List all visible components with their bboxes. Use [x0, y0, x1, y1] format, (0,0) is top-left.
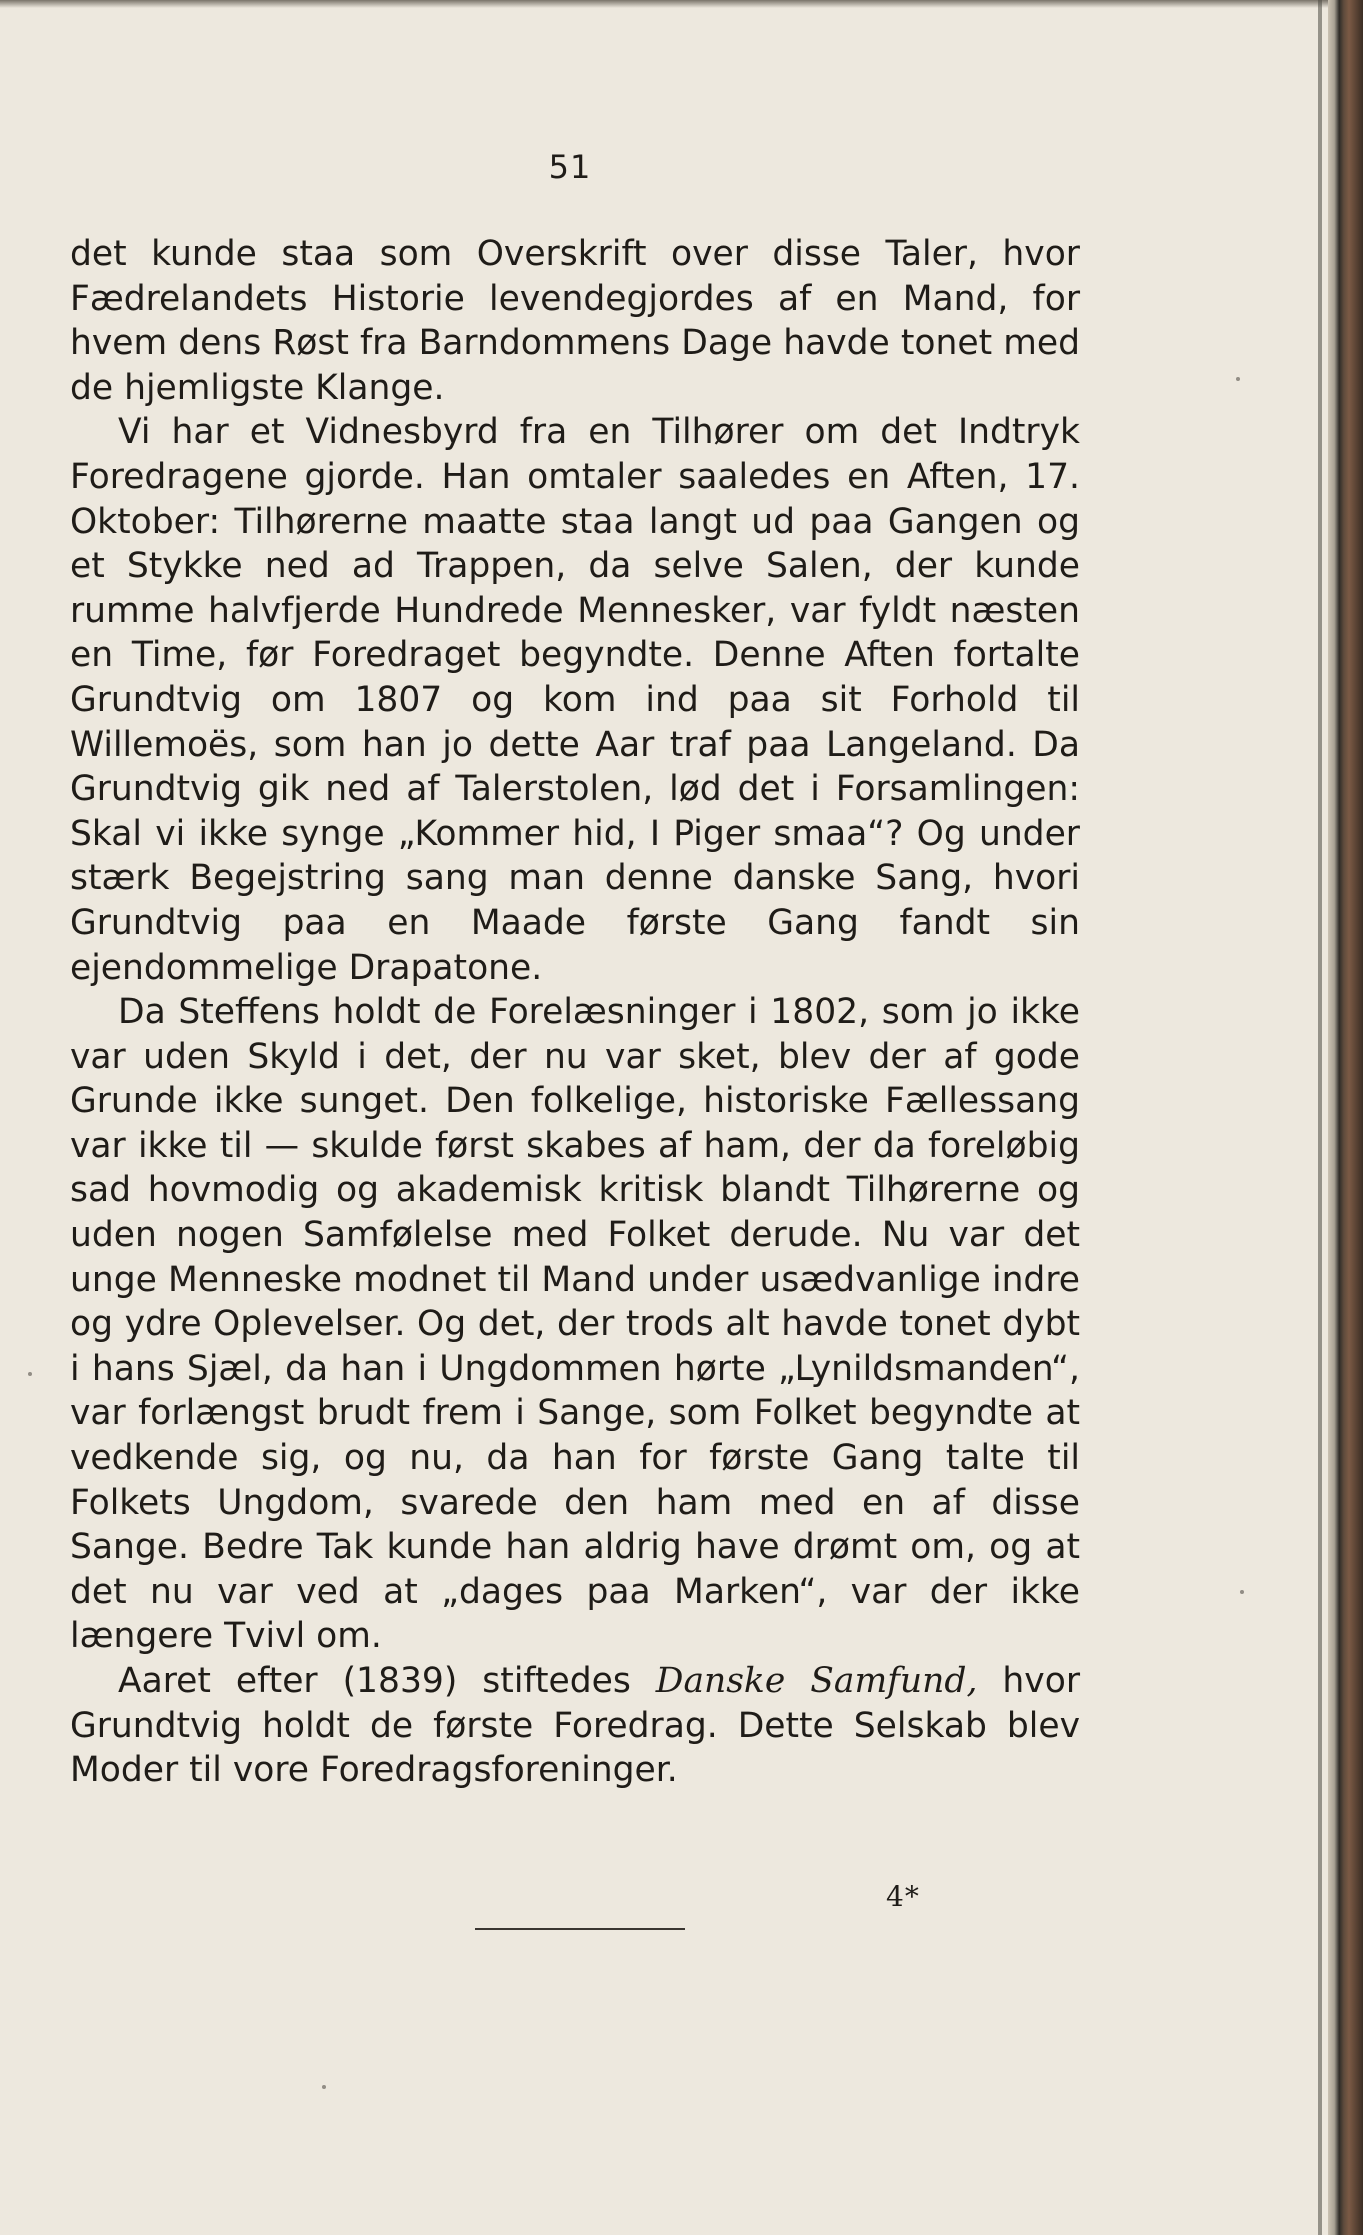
book-spine [1328, 0, 1363, 2235]
body-text [70, 232, 1080, 1793]
page-gutter-shadow [1318, 0, 1322, 2235]
page-number: 51 [548, 148, 592, 186]
paper-speck [322, 2085, 326, 2089]
page-top-edge [0, 0, 1363, 8]
footer-rule [475, 1928, 685, 1930]
paragraph-3: Da Steffens holdt de Forelæsninger i 1802, som jo ikke var uden Skyld i det, der nu var sket, blev der af gode Grunde ikke sunget. Den folkelige, historiske Fællessang var ikke til — skulde først skabes af ham, der da foreløbig sad hovmodig og akademisk kritisk blandt Tilhørerne og uden nogen Samfølelse med Folket derude. Nu var det unge Menneske modnet til Mand under usædvanlige indre og ydre Oplevelser. Og det, der trods alt havde tonet dybt i hans Sjæl, da han i Ungdommen hørte „Lynildsmanden“, var forlængst brudt frem i Sange, som Folket begyndte at vedkende sig, og nu, da han for første Gang talte til Folkets Ungdom, svarede den ham med en af disse Sange. Bedre Tak kunde han aldrig have drømt om, og at det nu var ved at „dages paa Marken“, var der ikke længere Tvivl om. [70, 992, 1080, 1657]
paragraph-1: det kunde staa som Overskrift over disse Taler, hvor Fædrelandets Historie levendegjordes af en Mand, for hvem dens Røst fra Barndommens Dage havde tonet med de hjemligste Klange. [70, 234, 1080, 408]
paper-speck [1236, 377, 1240, 381]
paragraph-2: Vi har et Vidnesbyrd fra en Tilhører om det Indtryk Foredragene gjorde. Han omtaler saaledes en Aften, 17. Oktober: Tilhørerne maatte staa langt ud paa Gangen og et Stykke ned ad Trappen, da selve Salen, der kunde rumme halvfjerde Hundrede Mennesker, var fyldt næsten en Time, før Foredraget begyndte. Denne Aften fortalte Grundtvig om 1807 og kom ind paa sit Forhold til Willemoës, som han jo dette Aar traf paa Langeland. Da Grundtvig gik ned af Talerstolen, lød det i Forsamlingen: Skal vi ikke synge „Kommer hid, I Piger smaa“? Og under stærk Begejstring sang man denne danske Sang, hvori Grundtvig paa en Maade første Gang fandt sin ejendommelige Drapatone. [70, 412, 1080, 988]
paper-speck [1240, 1590, 1244, 1594]
paragraph-4-text-after: hvor Grundtvig holdt de første Foredrag. Dette Selskab blev Moder til vore Foredragsforeninger. [70, 1661, 1081, 1791]
paragraph-4-italic-title: Danske Samfund, [655, 1661, 978, 1701]
paragraph-4 [70, 1659, 1080, 1793]
paragraph-4-text-before: Aaret efter (1839) stiftedes [118, 1661, 656, 1701]
paper-speck [28, 1372, 32, 1376]
signature-mark: 4* [886, 1880, 920, 1913]
